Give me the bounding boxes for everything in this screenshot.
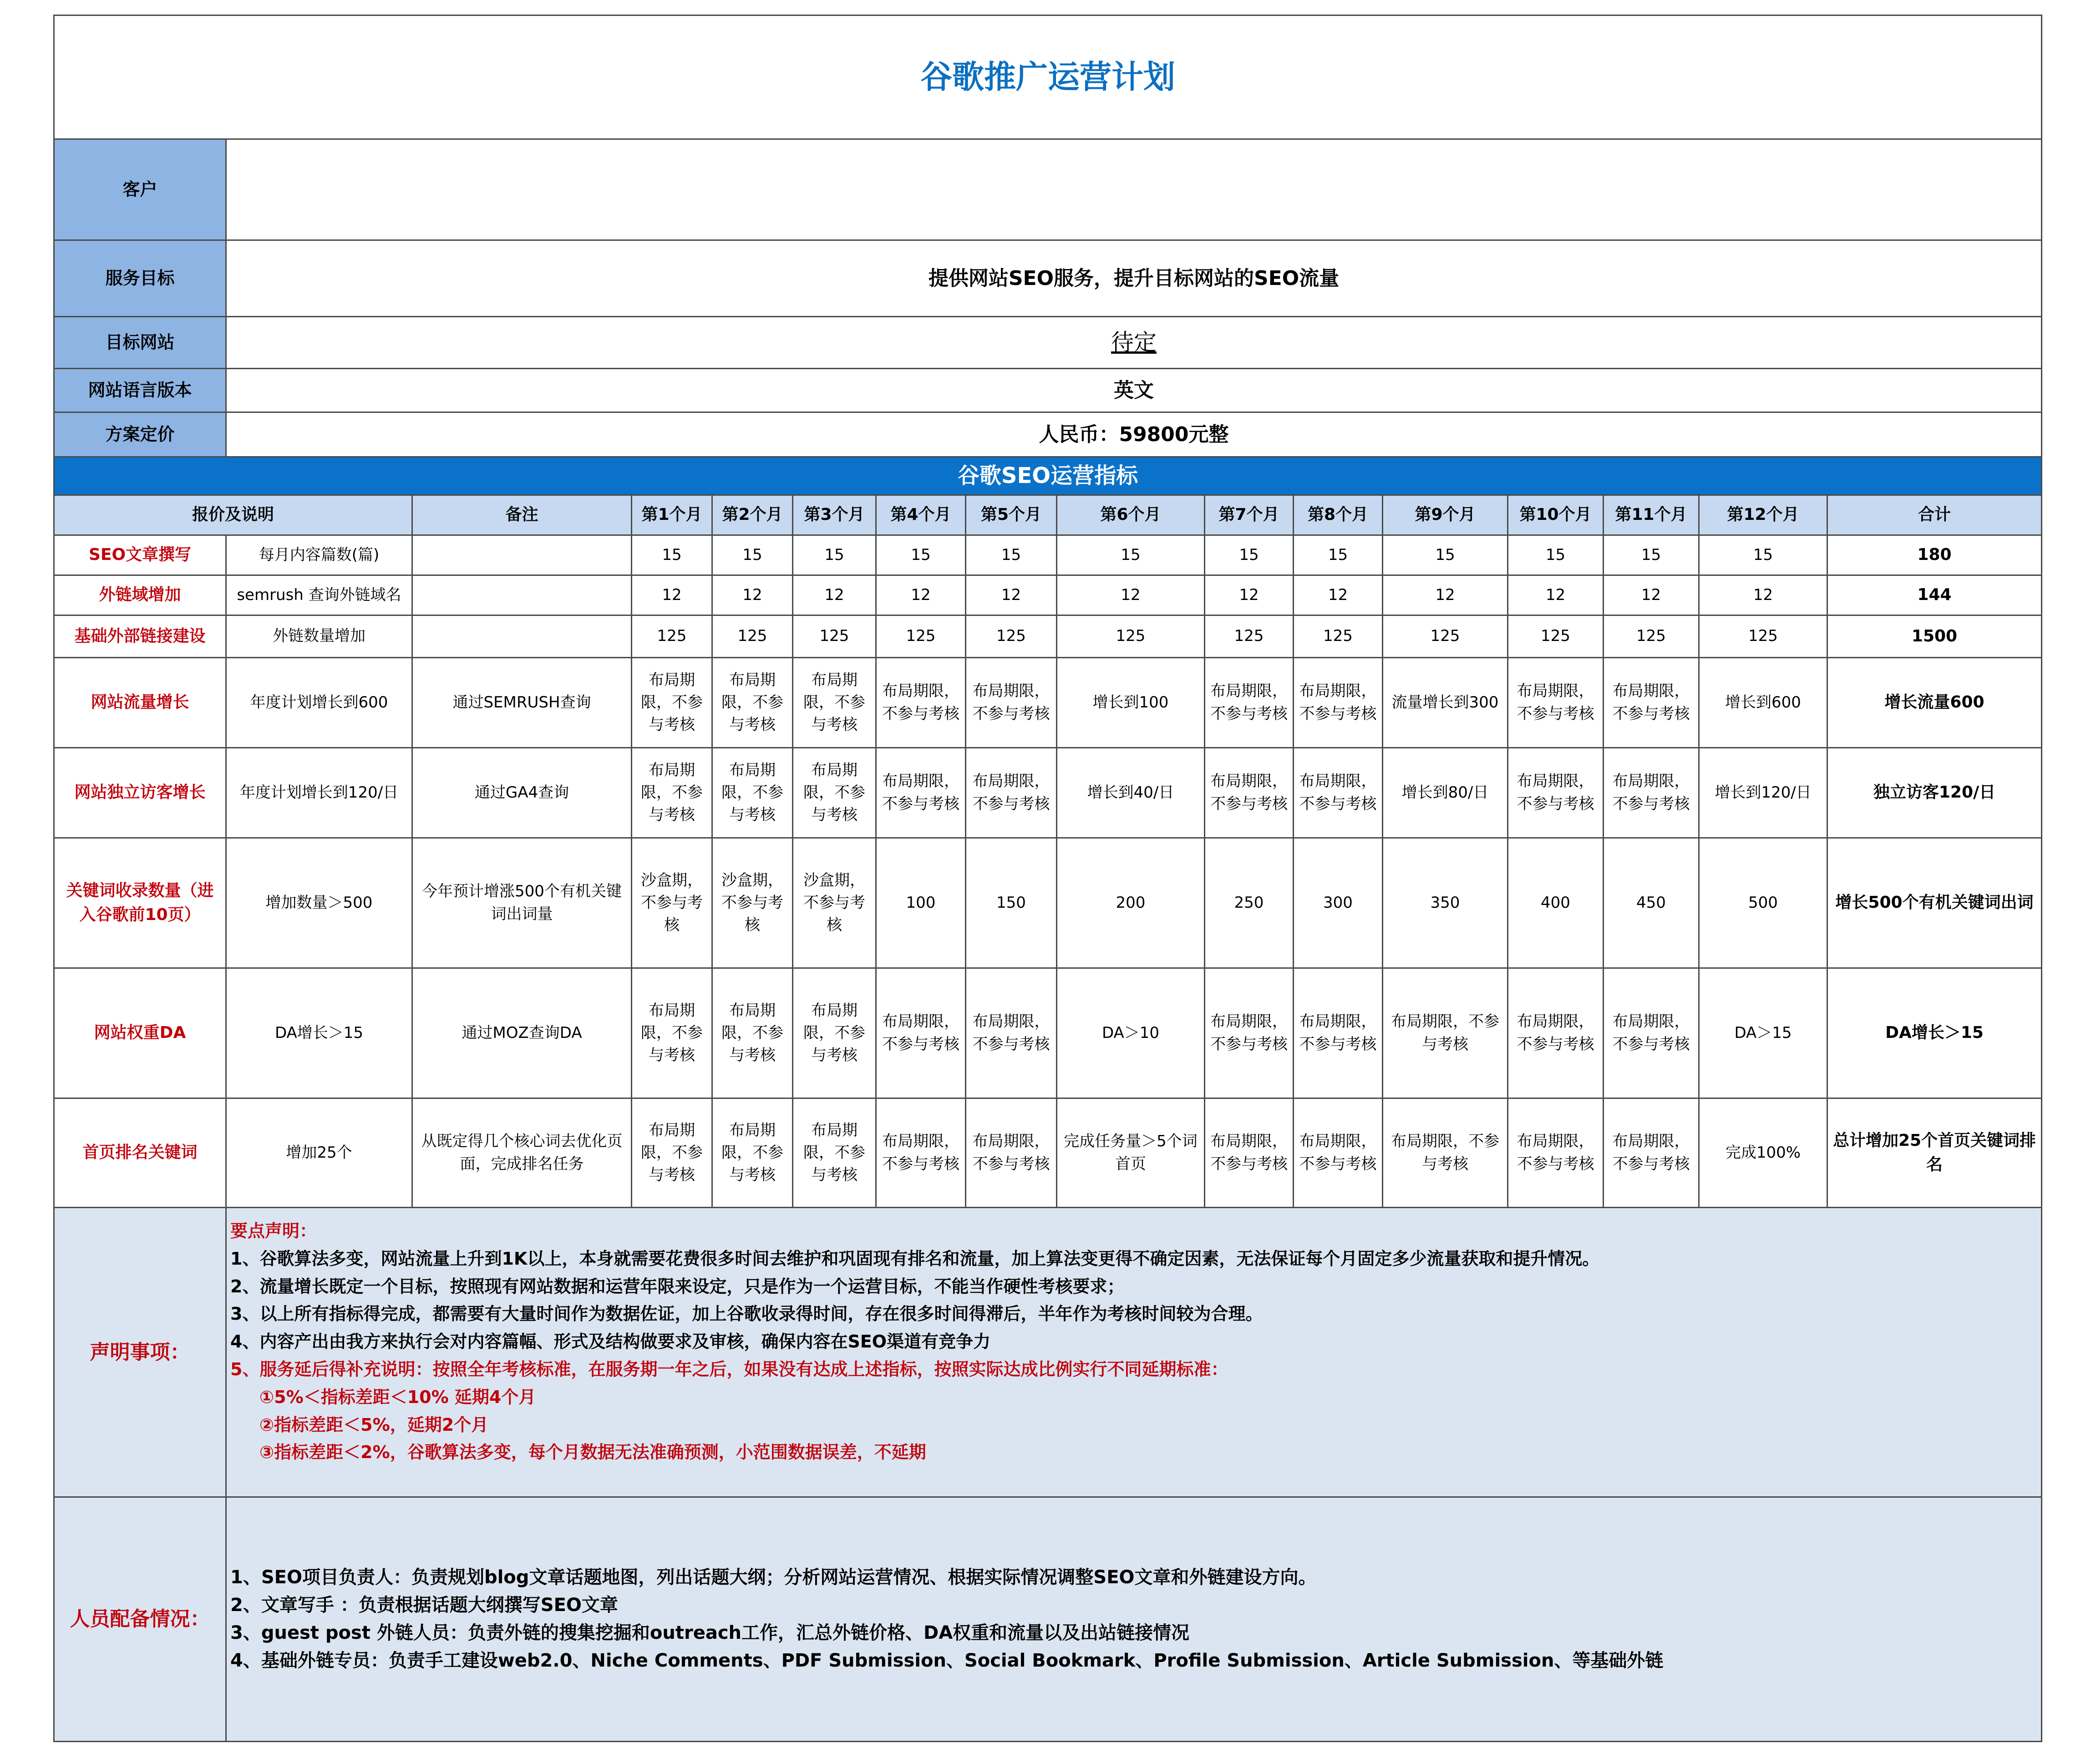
row-note [412, 575, 632, 615]
note-item: 3、以上所有指标得完成，都需要有大量时间作为数据佐证，加上谷歌收录得时间，存在很多时间得滞后，半年作为考核时间较为合理。 [230, 1304, 1263, 1324]
column-header: 合计 [1827, 495, 2042, 535]
month-cell: 12 [1604, 575, 1699, 615]
row-description: DA增长＞15 [226, 968, 412, 1098]
column-header: 第7个月 [1205, 495, 1294, 535]
staff-row [54, 1497, 2042, 1742]
row-note: 今年预计增涨500个有机关键词出词量 [412, 838, 632, 968]
month-cell: 125 [1057, 615, 1205, 658]
row-description: semrush 查询外链域名 [226, 575, 412, 615]
column-header: 第3个月 [793, 495, 876, 535]
month-cell: 布局期限，不参与考核 [712, 968, 793, 1098]
month-cell: 400 [1508, 838, 1604, 968]
row-description: 增加数量＞500 [226, 838, 412, 968]
column-header: 第6个月 [1057, 495, 1205, 535]
note-extension-item: 5、服务延后得补充说明：按照全年考核标准，在服务期一年之后，如果没有达成上述指标，按照实际达成比例实行不同延期标准： [230, 1359, 1228, 1379]
month-cell: 12 [1699, 575, 1827, 615]
month-cell: 布局期限，不参与考核 [876, 1098, 966, 1208]
month-cell: 100 [876, 838, 966, 968]
staff-item: 1、SEO项目负责人：负责规划blog文章话题地图，列出话题大纲；分析网站运营情况、根据实际情况调整SEO文章和外链建设方向。 [230, 1567, 1317, 1588]
row-total: 180 [1827, 535, 2042, 575]
staff-content [226, 1497, 2042, 1742]
month-cell: 布局期限，不参与考核 [1604, 658, 1699, 748]
month-cell: 125 [966, 615, 1057, 658]
row-total: 增长流量600 [1827, 658, 2042, 748]
month-cell: 沙盒期，不参与考核 [712, 838, 793, 968]
table-row [54, 575, 2042, 615]
month-cell: 125 [1205, 615, 1294, 658]
month-cell: 布局期限，不参与考核 [1383, 1098, 1508, 1208]
lang-value: 英文 [226, 369, 2042, 412]
month-cell: 布局期限，不参与考核 [1604, 748, 1699, 838]
month-cell: 沙盒期，不参与考核 [632, 838, 712, 968]
month-cell: 布局期限，不参与考核 [1508, 968, 1604, 1098]
price-label: 方案定价 [54, 412, 226, 457]
month-cell: 125 [1604, 615, 1699, 658]
month-cell: 12 [793, 575, 876, 615]
notes-content [226, 1208, 2042, 1497]
month-cell: 布局期限，不参与考核 [793, 748, 876, 838]
month-cell: 布局期限，不参与考核 [712, 658, 793, 748]
staff-item: 4、基础外链专员：负责手工建设web2.0、Niche Comments、PDF Submission、Social Bookmark、Profile Submission、Article Submission、等基础外链 [230, 1650, 1664, 1671]
month-cell: 300 [1294, 838, 1383, 968]
goal-value: 提供网站SEO服务，提升目标网站的SEO流量 [226, 240, 2042, 317]
column-header: 第11个月 [1604, 495, 1699, 535]
row-note [412, 615, 632, 658]
site-value-link[interactable]: 待定 [226, 317, 2042, 369]
month-cell: DA＞15 [1699, 968, 1827, 1098]
month-cell: 完成100% [1699, 1098, 1827, 1208]
month-cell: 布局期限，不参与考核 [1508, 748, 1604, 838]
row-note [412, 535, 632, 575]
table-row [54, 1098, 2042, 1208]
notes-row [54, 1208, 2042, 1497]
month-cell: 布局期限，不参与考核 [1508, 1098, 1604, 1208]
month-cell: 350 [1383, 838, 1508, 968]
month-cell: 布局期限，不参与考核 [712, 748, 793, 838]
month-cell: 125 [1294, 615, 1383, 658]
column-header: 第1个月 [632, 495, 712, 535]
month-cell: 125 [876, 615, 966, 658]
month-cell: 12 [1205, 575, 1294, 615]
month-cell: 125 [712, 615, 793, 658]
month-cell: 沙盒期，不参与考核 [793, 838, 876, 968]
month-cell: 增长到120/日 [1699, 748, 1827, 838]
column-header: 第12个月 [1699, 495, 1827, 535]
month-cell: 125 [1508, 615, 1604, 658]
row-total: 1500 [1827, 615, 2042, 658]
row-note: 通过MOZ查询DA [412, 968, 632, 1098]
row-total: 144 [1827, 575, 2042, 615]
row-label: 网站流量增长 [54, 658, 226, 748]
row-note: 通过GA4查询 [412, 748, 632, 838]
row-note: 通过SEMRUSH查询 [412, 658, 632, 748]
goal-label: 服务目标 [54, 240, 226, 317]
note-sub-item: ②指标差距＜5%，延期2个月 [259, 1414, 489, 1435]
table-row [54, 535, 2042, 575]
column-header: 备注 [412, 495, 632, 535]
row-label: SEO文章撰写 [54, 535, 226, 575]
month-cell: 12 [1057, 575, 1205, 615]
month-cell: 增长到100 [1057, 658, 1205, 748]
section-title: 谷歌SEO运营指标 [54, 457, 2042, 495]
month-cell: 500 [1699, 838, 1827, 968]
month-cell: 12 [966, 575, 1057, 615]
month-cell: 125 [1699, 615, 1827, 658]
month-cell: 布局期限，不参与考核 [1294, 748, 1383, 838]
month-cell: 15 [793, 535, 876, 575]
month-cell: 布局期限，不参与考核 [966, 748, 1057, 838]
table-row [54, 658, 2042, 748]
month-cell: 增长到40/日 [1057, 748, 1205, 838]
column-header: 第9个月 [1383, 495, 1508, 535]
month-cell: 布局期限，不参与考核 [1604, 1098, 1699, 1208]
month-cell: 450 [1604, 838, 1699, 968]
month-cell: 布局期限，不参与考核 [876, 748, 966, 838]
column-header: 第5个月 [966, 495, 1057, 535]
month-cell: 布局期限，不参与考核 [966, 658, 1057, 748]
month-cell: 15 [1057, 535, 1205, 575]
month-cell: 布局期限，不参与考核 [632, 968, 712, 1098]
month-cell: 布局期限，不参与考核 [632, 748, 712, 838]
column-header: 第10个月 [1508, 495, 1604, 535]
month-cell: 12 [632, 575, 712, 615]
month-cell: 12 [876, 575, 966, 615]
plan-sheet [53, 15, 2041, 1742]
month-cell: 125 [1383, 615, 1508, 658]
month-cell: 15 [1508, 535, 1604, 575]
month-cell: 布局期限，不参与考核 [876, 658, 966, 748]
row-total: 独立访客120/日 [1827, 748, 2042, 838]
staff-label: 人员配备情况： [54, 1497, 226, 1742]
month-cell: 布局期限，不参与考核 [1205, 1098, 1294, 1208]
row-label: 外链域增加 [54, 575, 226, 615]
month-cell: 布局期限，不参与考核 [1604, 968, 1699, 1098]
table-row [54, 748, 2042, 838]
row-label: 基础外部链接建设 [54, 615, 226, 658]
month-cell: 15 [1699, 535, 1827, 575]
row-note: 从既定得几个核心词去优化页面，完成排名任务 [412, 1098, 632, 1208]
row-total: 总计增加25个首页关键词排名 [1827, 1098, 2042, 1208]
month-cell: 250 [1205, 838, 1294, 968]
row-label: 关键词收录数量（进入谷歌前10页） [54, 838, 226, 968]
month-cell: 布局期限，不参与考核 [1294, 968, 1383, 1098]
month-cell: 布局期限，不参与考核 [1205, 748, 1294, 838]
month-cell: 布局期限，不参与考核 [1508, 658, 1604, 748]
month-cell: 125 [793, 615, 876, 658]
row-total: 增长500个有机关键词出词 [1827, 838, 2042, 968]
month-cell: 完成任务量＞5个词首页 [1057, 1098, 1205, 1208]
month-cell: 布局期限，不参与考核 [1205, 968, 1294, 1098]
row-description: 增加25个 [226, 1098, 412, 1208]
notes-heading: 要点声明： [230, 1221, 317, 1241]
month-cell: 布局期限，不参与考核 [712, 1098, 793, 1208]
table-row [54, 968, 2042, 1098]
column-header: 报价及说明 [54, 495, 412, 535]
staff-item: 3、guest post 外链人员：负责外链的搜集挖掘和outreach工作，汇总外链价格、DA权重和流量以及出站链接情况 [230, 1622, 1190, 1643]
month-cell: 15 [632, 535, 712, 575]
month-cell: 12 [712, 575, 793, 615]
month-cell: 布局期限，不参与考核 [1205, 658, 1294, 748]
month-cell: 15 [876, 535, 966, 575]
column-header: 第4个月 [876, 495, 966, 535]
notes-label: 声明事项： [54, 1208, 226, 1497]
client-label: 客户 [54, 139, 226, 240]
site-label: 目标网站 [54, 317, 226, 369]
row-description: 外链数量增加 [226, 615, 412, 658]
month-cell: 12 [1508, 575, 1604, 615]
plan-table [53, 15, 2042, 1742]
month-cell: 布局期限，不参与考核 [793, 1098, 876, 1208]
month-cell: 增长到80/日 [1383, 748, 1508, 838]
row-description: 每月内容篇数(篇) [226, 535, 412, 575]
note-item: 1、谷歌算法多变，网站流量上升到1K以上，本身就需要花费很多时间去维护和巩固现有排名和流量，加上算法变更得不确定因素，无法保证每个月固定多少流量获取和提升情况。 [230, 1248, 1600, 1269]
column-header: 第8个月 [1294, 495, 1383, 535]
month-cell: 布局期限，不参与考核 [966, 1098, 1057, 1208]
row-description: 年度计划增长到600 [226, 658, 412, 748]
table-header-row [54, 495, 2042, 535]
note-sub-item: ③指标差距＜2%，谷歌算法多变，每个月数据无法准确预测，小范围数据误差，不延期 [259, 1442, 926, 1463]
row-total: DA增长＞15 [1827, 968, 2042, 1098]
month-cell: 15 [1604, 535, 1699, 575]
note-item: 2、流量增长既定一个目标，按照现有网站数据和运营年限来设定，只是作为一个运营目标，不能当作硬性考核要求； [230, 1276, 1125, 1296]
row-description: 年度计划增长到120/日 [226, 748, 412, 838]
note-sub-item: ①5%＜指标差距＜10% 延期4个月 [259, 1387, 536, 1407]
table-row [54, 838, 2042, 968]
month-cell: 200 [1057, 838, 1205, 968]
month-cell: 125 [632, 615, 712, 658]
month-cell: 15 [1383, 535, 1508, 575]
month-cell: 15 [1294, 535, 1383, 575]
month-cell: 流量增长到300 [1383, 658, 1508, 748]
month-cell: 布局期限，不参与考核 [1294, 1098, 1383, 1208]
column-header: 第2个月 [712, 495, 793, 535]
staff-item: 2、文章写手 ：负责根据话题大纲撰写SEO文章 [230, 1595, 618, 1616]
month-cell: 15 [1205, 535, 1294, 575]
month-cell: 15 [966, 535, 1057, 575]
row-label: 网站独立访客增长 [54, 748, 226, 838]
price-value: 人民币：59800元整 [226, 412, 2042, 457]
month-cell: DA＞10 [1057, 968, 1205, 1098]
month-cell: 布局期限，不参与考核 [632, 658, 712, 748]
month-cell: 布局期限，不参与考核 [632, 1098, 712, 1208]
month-cell: 15 [712, 535, 793, 575]
note-item: 4、内容产出由我方来执行会对内容篇幅、形式及结构做要求及审核，确保内容在SEO渠道有竞争力 [230, 1332, 991, 1352]
month-cell: 布局期限，不参与考核 [1383, 968, 1508, 1098]
page-title: 谷歌推广运营计划 [54, 15, 2042, 139]
month-cell: 150 [966, 838, 1057, 968]
month-cell: 布局期限，不参与考核 [793, 968, 876, 1098]
table-row [54, 615, 2042, 658]
month-cell: 12 [1383, 575, 1508, 615]
month-cell: 布局期限，不参与考核 [1294, 658, 1383, 748]
month-cell: 布局期限，不参与考核 [966, 968, 1057, 1098]
row-label: 首页排名关键词 [54, 1098, 226, 1208]
month-cell: 布局期限，不参与考核 [793, 658, 876, 748]
lang-label: 网站语言版本 [54, 369, 226, 412]
month-cell: 增长到600 [1699, 658, 1827, 748]
month-cell: 布局期限，不参与考核 [876, 968, 966, 1098]
month-cell: 12 [1294, 575, 1383, 615]
row-label: 网站权重DA [54, 968, 226, 1098]
client-value[interactable] [226, 139, 2042, 240]
